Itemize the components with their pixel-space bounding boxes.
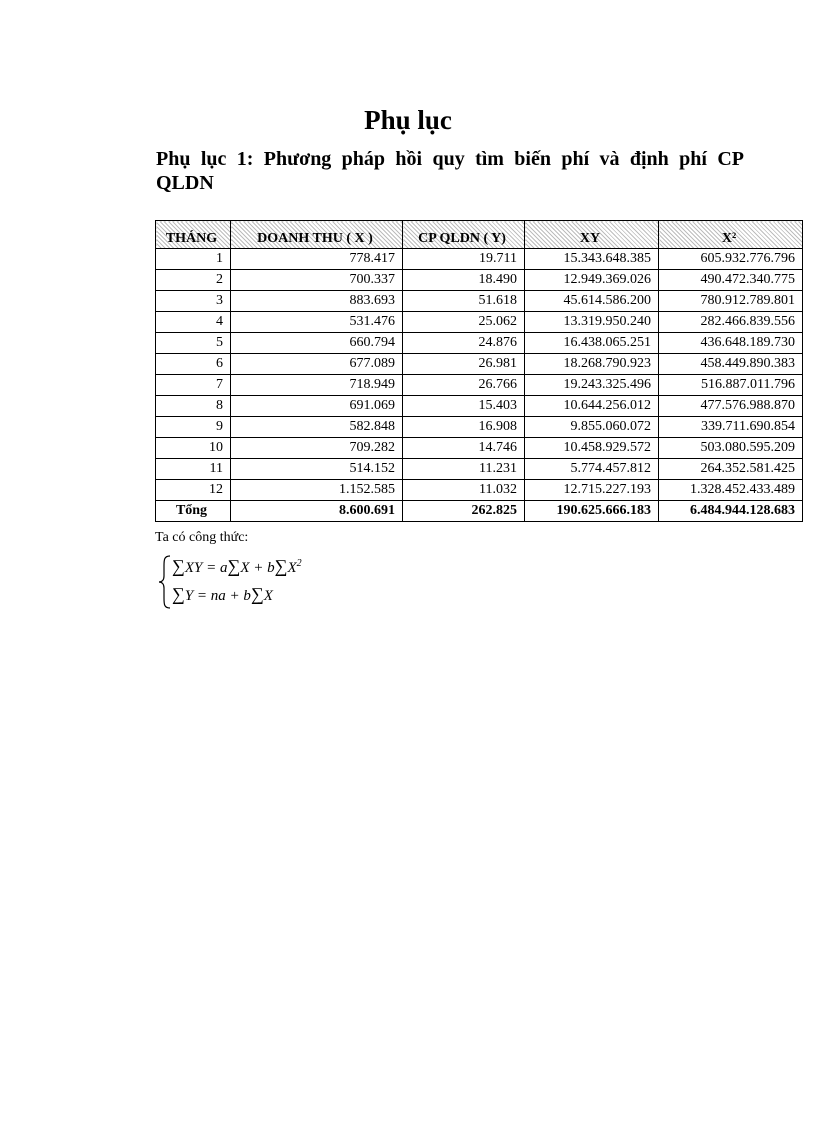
cell-cost: 25.062 <box>403 312 525 333</box>
cell-revenue: 1.152.585 <box>231 480 403 501</box>
table-row <box>156 480 803 501</box>
cell-x-squared: 780.912.789.801 <box>659 291 803 312</box>
table-header-row <box>156 221 803 249</box>
cell-cost: 19.711 <box>403 249 525 270</box>
cell-xy: 16.438.065.251 <box>525 333 659 354</box>
equation-2-part-2: X <box>263 588 273 604</box>
cell-month: 9 <box>156 417 231 438</box>
cell-cost: 11.231 <box>403 459 525 480</box>
equation-2-part-1: Y = na + b <box>184 588 251 604</box>
cell-xy: 45.614.586.200 <box>525 291 659 312</box>
cell-revenue: 660.794 <box>231 333 403 354</box>
cell-x-squared: 605.932.776.796 <box>659 249 803 270</box>
cell-month: 3 <box>156 291 231 312</box>
total-xy: 190.625.666.183 <box>525 501 659 522</box>
cell-revenue: 691.069 <box>231 396 403 417</box>
total-cost: 262.825 <box>403 501 525 522</box>
cell-x-squared: 264.352.581.425 <box>659 459 803 480</box>
table-row <box>156 354 803 375</box>
cell-month: 10 <box>156 438 231 459</box>
cell-xy: 12.949.369.026 <box>525 270 659 291</box>
cell-month: 6 <box>156 354 231 375</box>
header-cost: CP QLDN ( Y) <box>403 221 525 249</box>
cell-xy: 15.343.648.385 <box>525 249 659 270</box>
cell-xy: 9.855.060.072 <box>525 417 659 438</box>
cell-xy: 19.243.325.496 <box>525 375 659 396</box>
cell-xy: 18.268.790.923 <box>525 354 659 375</box>
cell-xy: 10.644.256.012 <box>525 396 659 417</box>
appendix-subtitle: Phụ lục 1: Phương pháp hồi quy tìm biến phí và định phí CP QLDN <box>156 148 744 194</box>
cell-cost: 51.618 <box>403 291 525 312</box>
total-x-squared: 6.484.944.128.683 <box>659 501 803 522</box>
cell-month: 5 <box>156 333 231 354</box>
cell-xy: 12.715.227.193 <box>525 480 659 501</box>
cell-cost: 18.490 <box>403 270 525 291</box>
cell-cost: 26.766 <box>403 375 525 396</box>
cell-xy: 5.774.457.812 <box>525 459 659 480</box>
header-xy: XY <box>525 221 659 249</box>
cell-xy: 13.319.950.240 <box>525 312 659 333</box>
table-row <box>156 375 803 396</box>
header-month: THÁNG <box>156 221 231 249</box>
equation-1-part-3: X <box>287 560 297 576</box>
regression-formula <box>158 554 378 610</box>
cell-x-squared: 490.472.340.775 <box>659 270 803 291</box>
cell-revenue: 514.152 <box>231 459 403 480</box>
cell-month: 4 <box>156 312 231 333</box>
table-row <box>156 396 803 417</box>
cell-month: 12 <box>156 480 231 501</box>
total-label: Tổng <box>156 501 231 522</box>
cell-cost: 15.403 <box>403 396 525 417</box>
cell-revenue: 700.337 <box>231 270 403 291</box>
exponent: 2 <box>296 558 302 569</box>
cell-cost: 11.032 <box>403 480 525 501</box>
header-x-squared: X² <box>659 221 803 249</box>
table-row <box>156 417 803 438</box>
formula-intro: Ta có công thức: <box>155 530 249 545</box>
table-row <box>156 312 803 333</box>
table-row <box>156 270 803 291</box>
table-row <box>156 438 803 459</box>
sum-symbol: ∑ <box>172 556 185 576</box>
cell-month: 2 <box>156 270 231 291</box>
cell-revenue: 778.417 <box>231 249 403 270</box>
table-total-row <box>156 501 803 522</box>
cell-x-squared: 516.887.011.796 <box>659 375 803 396</box>
left-brace-icon <box>158 554 172 610</box>
page-title: Phụ lục <box>364 105 452 135</box>
cell-revenue: 531.476 <box>231 312 403 333</box>
cell-revenue: 718.949 <box>231 375 403 396</box>
cell-cost: 14.746 <box>403 438 525 459</box>
cell-x-squared: 282.466.839.556 <box>659 312 803 333</box>
cell-month: 1 <box>156 249 231 270</box>
sum-symbol: ∑ <box>227 556 241 576</box>
cell-x-squared: 436.648.189.730 <box>659 333 803 354</box>
equation-1-part-2: X + b <box>240 560 275 576</box>
cell-x-squared: 503.080.595.209 <box>659 438 803 459</box>
sum-symbol: ∑ <box>274 556 288 576</box>
cell-cost: 16.908 <box>403 417 525 438</box>
sum-symbol: ∑ <box>250 584 264 604</box>
table-row <box>156 333 803 354</box>
cell-month: 7 <box>156 375 231 396</box>
total-revenue: 8.600.691 <box>231 501 403 522</box>
header-revenue: DOANH THU ( X ) <box>231 221 403 249</box>
cell-x-squared: 339.711.690.854 <box>659 417 803 438</box>
cell-month: 11 <box>156 459 231 480</box>
cell-x-squared: 1.328.452.433.489 <box>659 480 803 501</box>
regression-data-table <box>155 220 803 522</box>
cell-cost: 24.876 <box>403 333 525 354</box>
cell-month: 8 <box>156 396 231 417</box>
cell-x-squared: 458.449.890.383 <box>659 354 803 375</box>
cell-revenue: 582.848 <box>231 417 403 438</box>
cell-cost: 26.981 <box>403 354 525 375</box>
equation-2 <box>172 584 273 606</box>
sum-symbol: ∑ <box>172 584 185 604</box>
table-row <box>156 291 803 312</box>
equation-1 <box>172 554 302 578</box>
cell-revenue: 883.693 <box>231 291 403 312</box>
cell-x-squared: 477.576.988.870 <box>659 396 803 417</box>
cell-xy: 10.458.929.572 <box>525 438 659 459</box>
table-row <box>156 459 803 480</box>
equation-1-part-1: XY = a <box>184 560 228 576</box>
table-row <box>156 249 803 270</box>
cell-revenue: 677.089 <box>231 354 403 375</box>
cell-revenue: 709.282 <box>231 438 403 459</box>
